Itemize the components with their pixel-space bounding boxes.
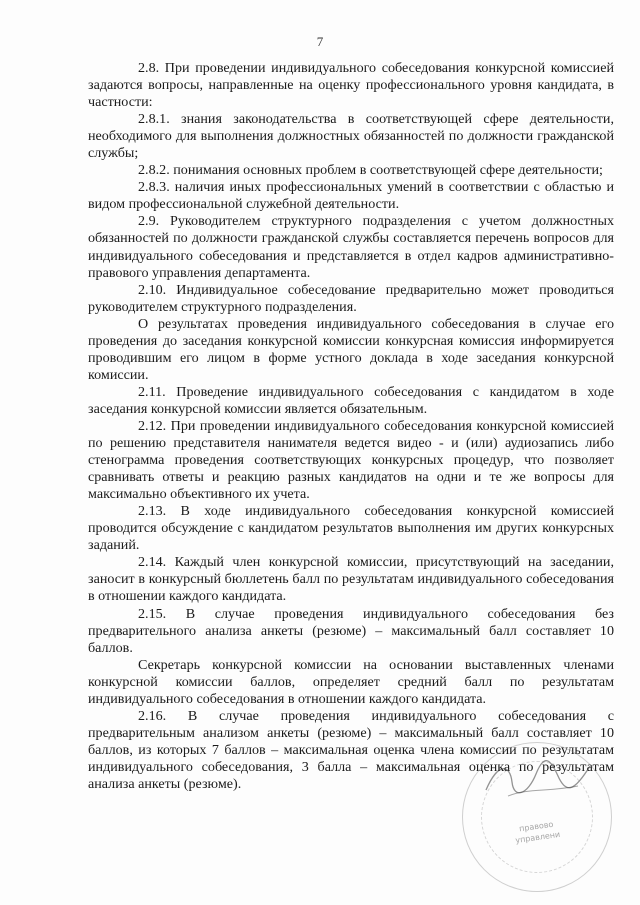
paragraph-2-16: 2.16. В случае проведения индивидуального собеседования с предварительным анализом анкеты (резюме) – максимальный балл составляет 10 баллов, из которых 7 баллов – максимальная оценка члена комиссии по результатам индивидуального собеседования, 3 балла – максимальная оценка по результатам анализа анкеты (резюме).: [88, 707, 614, 792]
paragraph-2-10: 2.10. Индивидуальное собеседование предварительно может проводиться руководителем структурного подразделения.: [88, 281, 614, 315]
document-body: [88, 60, 614, 793]
paragraph-2-13: 2.13. В ходе индивидуального собеседования конкурсной комиссией проводится обсуждение с кандидатом результатов выполнения им других конкурсных заданий.: [88, 503, 614, 554]
stamp-text-line-1: правово: [518, 819, 554, 834]
paragraph-2-14: 2.14. Каждый член конкурсной комиссии, присутствующий на заседании, заносит в конкурсный бюллетень балл по результатам индивидуального собеседования в отношении каждого кандидата.: [88, 554, 614, 605]
paragraph-2-12: 2.12. При проведении индивидуального собеседования конкурсной комиссией по решению представителя нанимателя ведется видео - и (или) аудиозапись либо стенограмма проведения соответствующих конкурсных процедур, что позволяет сравнивать ответы и реакцию разных кандидатов на одни и те же вопросы для максимально объективного их учета.: [88, 417, 614, 503]
page-number: 7: [316, 34, 324, 49]
paragraph-2-8: 2.8. При проведении индивидуального собеседования конкурсной комиссией задаются вопросы, направленные на оценку профессионального уровня кандидата, в частности:: [88, 60, 614, 111]
paragraph-2-15: 2.15. В случае проведения индивидуального собеседования без предварительного анализа анкеты (резюме) – максимальный балл составляет 10 баллов.: [88, 605, 614, 656]
paragraph-2-8-2: 2.8.2. понимания основных проблем в соответствующей сфере деятельности;: [138, 162, 603, 179]
paragraph-2-10-results: О результатах проведения индивидуального собеседования в случае его проведения до заседания конкурсной комиссии конкурсная комиссия информируется проводившим его лицом в форме устного доклада в ходе заседания конкурсной комиссии.: [88, 315, 614, 383]
paragraph-2-9: 2.9. Руководителем структурного подразделения с учетом должностных обязанностей по должности гражданской службы составляется перечень вопросов для индивидуального собеседования и представляется в отдел кадров административно-правового управления департамента.: [88, 213, 614, 281]
stamp-text-line-2: управлени: [514, 829, 561, 846]
paragraph-2-15-secretary: Секретарь конкурсной комиссии на основании выставленных членами конкурсной комиссии баллов, определяет средний балл по результатам индивидуального собеседования в отношении каждого кандидата.: [88, 656, 614, 707]
paragraph-2-11: 2.11. Проведение индивидуального собеседования с кандидатом в ходе заседания конкурсной комиссии является обязательным.: [88, 383, 614, 417]
paragraph-2-8-1: 2.8.1. знания законодательства в соответствующей сфере деятельности, необходимого для выполнения должностных обязанностей по должности гражданской службы;: [88, 111, 614, 162]
paragraph-2-8-3: 2.8.3. наличия иных профессиональных умений в соответствии с областью и видом профессиональной служебной деятельности.: [88, 179, 614, 213]
stamp-text: [486, 814, 588, 850]
